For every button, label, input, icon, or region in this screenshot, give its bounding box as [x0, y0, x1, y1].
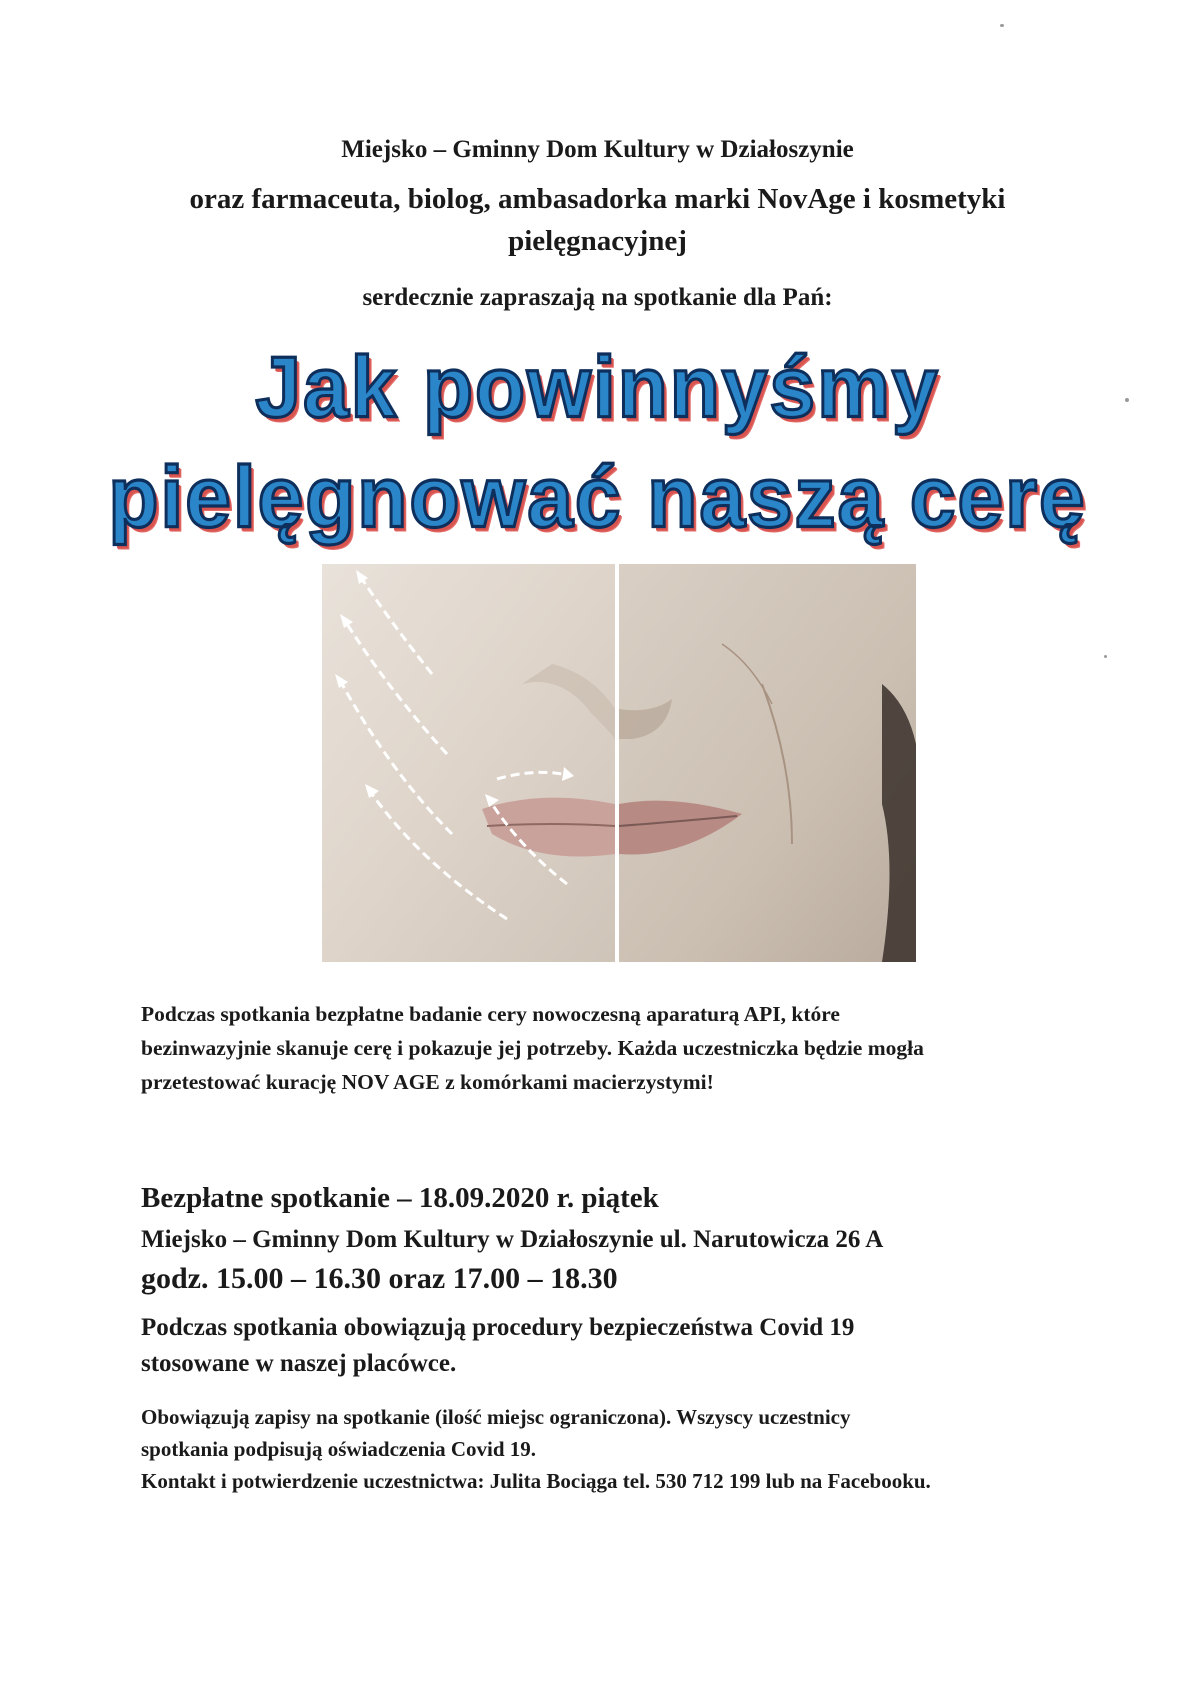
event-title-line-2: pielęgnować naszą cerę — [108, 449, 1087, 546]
face-comparison-image — [322, 564, 916, 962]
event-place: Miejsko – Gminny Dom Kultury w Działoszynie ul. Narutowicza 26 A — [141, 1226, 884, 1253]
scan-speck — [1000, 24, 1004, 27]
event-title-cont — [0, 448, 1195, 548]
description-line-1: Podczas spotkania bezpłatne badanie cery nowoczesną aparaturą API, które — [141, 1002, 840, 1026]
description-line-2: bezinwazyjnie skanuje cerę i pokazuje jej potrzeby. Każda uczestniczka będzie mogła — [141, 1036, 924, 1060]
event-date: Bezpłatne spotkanie – 18.09.2020 r. piątek — [141, 1182, 659, 1214]
right-face-half — [619, 564, 916, 962]
organizer-heading: Miejsko – Gminny Dom Kultury w Działoszynie — [341, 136, 854, 163]
covid-notice-line-2: stosowane w naszej placówce. — [141, 1350, 457, 1377]
scan-speck — [1125, 398, 1129, 402]
notes-line-2: spotkania podpisują oświadczenia Covid 19. — [141, 1437, 537, 1461]
event-hours: godz. 15.00 – 16.30 oraz 17.00 – 18.30 — [141, 1262, 618, 1295]
notes-line-1: Obowiązują zapisy na spotkanie (ilość miejsc ograniczona). Wszyscy uczestnicy — [141, 1405, 851, 1429]
description — [141, 997, 1071, 1099]
partners-heading — [0, 178, 1195, 262]
left-face-half — [322, 564, 615, 962]
partners-line-2: pielęgnacyjnej — [508, 225, 687, 257]
event-title-line-1: Jak powinnyśmy — [255, 339, 940, 436]
covid-notice — [141, 1310, 1121, 1382]
covid-notice-line-1: Podczas spotkania obowiązują procedury bezpieczeństwa Covid 19 — [141, 1314, 855, 1341]
scan-speck — [1104, 655, 1107, 658]
registration-notes — [141, 1401, 1141, 1497]
invitation-text: serdecznie zapraszają na spotkanie dla Pań: — [362, 284, 833, 311]
partners-line-1: oraz farmaceuta, biolog, ambasadorka marki NovAge i kosmetyki — [189, 183, 1006, 215]
description-line-3: przetestować kurację NOV AGE z komórkami macierzystymi! — [141, 1070, 714, 1094]
event-title — [0, 338, 1195, 438]
contact-line: Kontakt i potwierdzenie uczestnictwa: Julita Bociąga tel. 530 712 199 lub na Facebooku. — [141, 1469, 931, 1493]
